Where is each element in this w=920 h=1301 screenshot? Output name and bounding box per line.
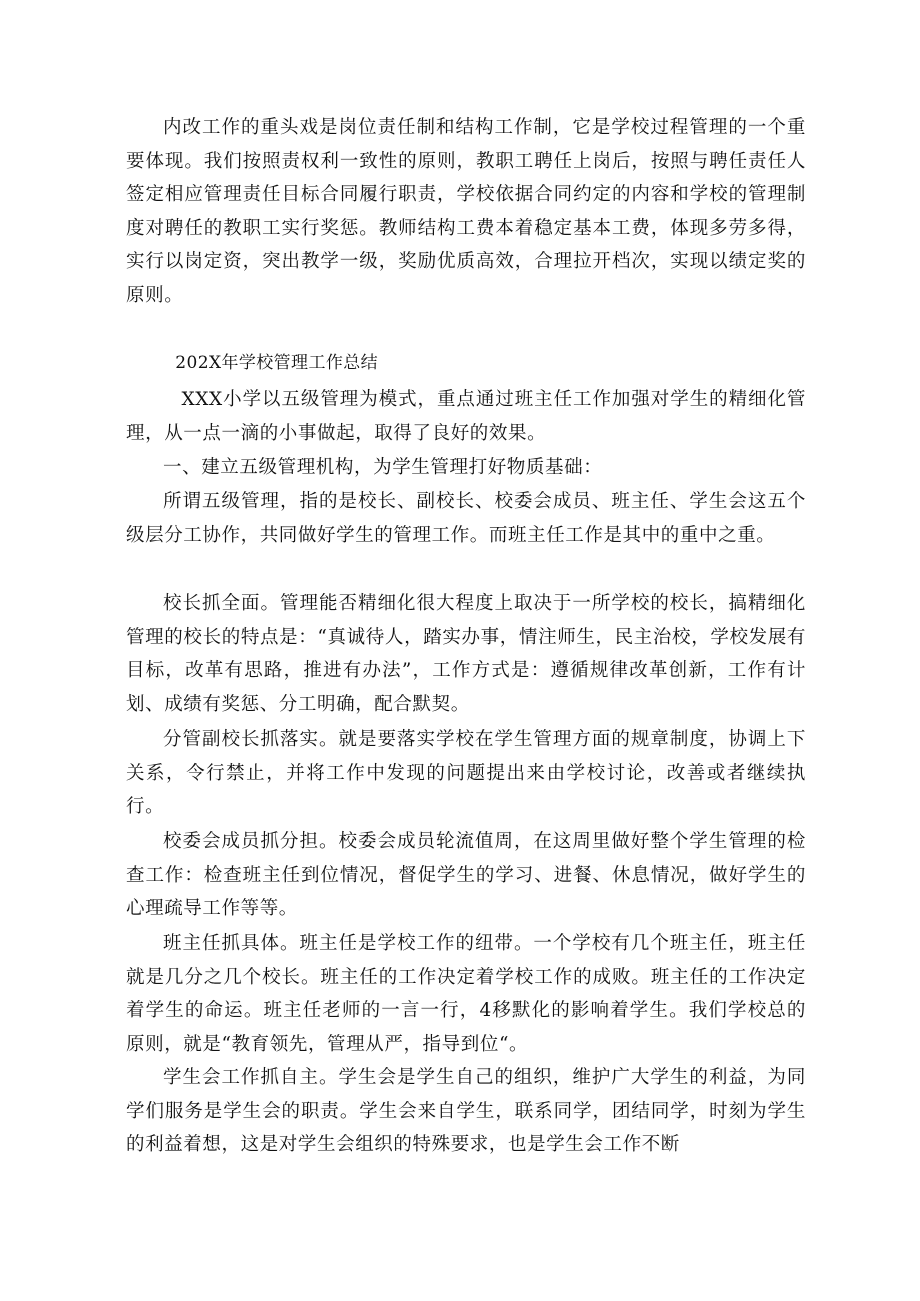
section-heading-five-level: 一、建立五级管理机构，为学生管理打好物质基础： [163, 457, 603, 478]
paragraph-head-teacher: 班主任抓具体。班主任是学校工作的纽带。一个学校有几个班主任，班主任就是几分之几个校长。班主任的工作决定着学校工作的成败。班主任的工作决定着学生的命运。班主任老师的一言一行，4移默化的影响着学生。我们学校总的原则，就是“教育领先，管理从严，指导到位“。 [126, 933, 806, 1055]
paragraph-school-committee: 校委会成员抓分担。校委会成员轮流值周，在这周里做好整个学生管理的检查工作：检查班主任到位情况，督促学生的学习、进餐、休息情况，做好学生的心理疏导工作等等。 [126, 831, 806, 919]
paragraph-principal: 校长抓全面。管理能否精细化很大程度上取决于一所学校的校长，搞精细化管理的校长的特点是：“真诚待人，踏实办事，情注师生，民主治校，学校发展有目标，改革有思路，推进有办法”，工作方式是：遵循规律改革创新，工作有计划、成绩有奖惩、分工明确，配合默契。 [126, 593, 806, 715]
document-title: 202X年学校管理工作总结 [175, 353, 379, 373]
paragraph-student-union: 学生会工作抓自主。学生会是学生自己的组织，维护广大学生的利益，为同学们服务是学生会的职责。学生会来自学生，联系同学，团结同学，时刻为学生的利益着想，这是对学生会组织的特殊要求，也是学生会工作不断 [126, 1067, 806, 1155]
paragraph-vice-principal: 分管副校长抓落实。就是要落实学校在学生管理方面的规章制度，协调上下关系，令行禁止，并将工作中发现的问题提出来由学校讨论，改善或者继续执行。 [126, 729, 806, 817]
paragraph-five-level-definition: 所谓五级管理，指的是校长、副校长、校委会成员、班主任、学生会这五个级层分工协作，共同做好学生的管理工作。而班主任工作是其中的重中之重。 [126, 491, 806, 546]
paragraph-job-responsibility: 内改工作的重头戏是岗位责任制和结构工作制，它是学校过程管理的一个重要体现。我们按照责权利一致性的原则，教职工聘任上岗后，按照与聘任责任人签定相应管理责任目标合同履行职责，学校依据合同约定的内容和学校的管理制度对聘任的教职工实行奖惩。教师结构工费本着稳定基本工费，体现多劳多得，实行以岗定资，突出教学一级，奖励优质高效，合理拉开档次，实现以绩定奖的原则。 [126, 117, 806, 306]
paragraph-intro: XXX小学以五级管理为模式，重点通过班主任工作加强对学生的精细化管理，从一点一滴的小事做起，取得了良好的效果。 [126, 389, 806, 444]
